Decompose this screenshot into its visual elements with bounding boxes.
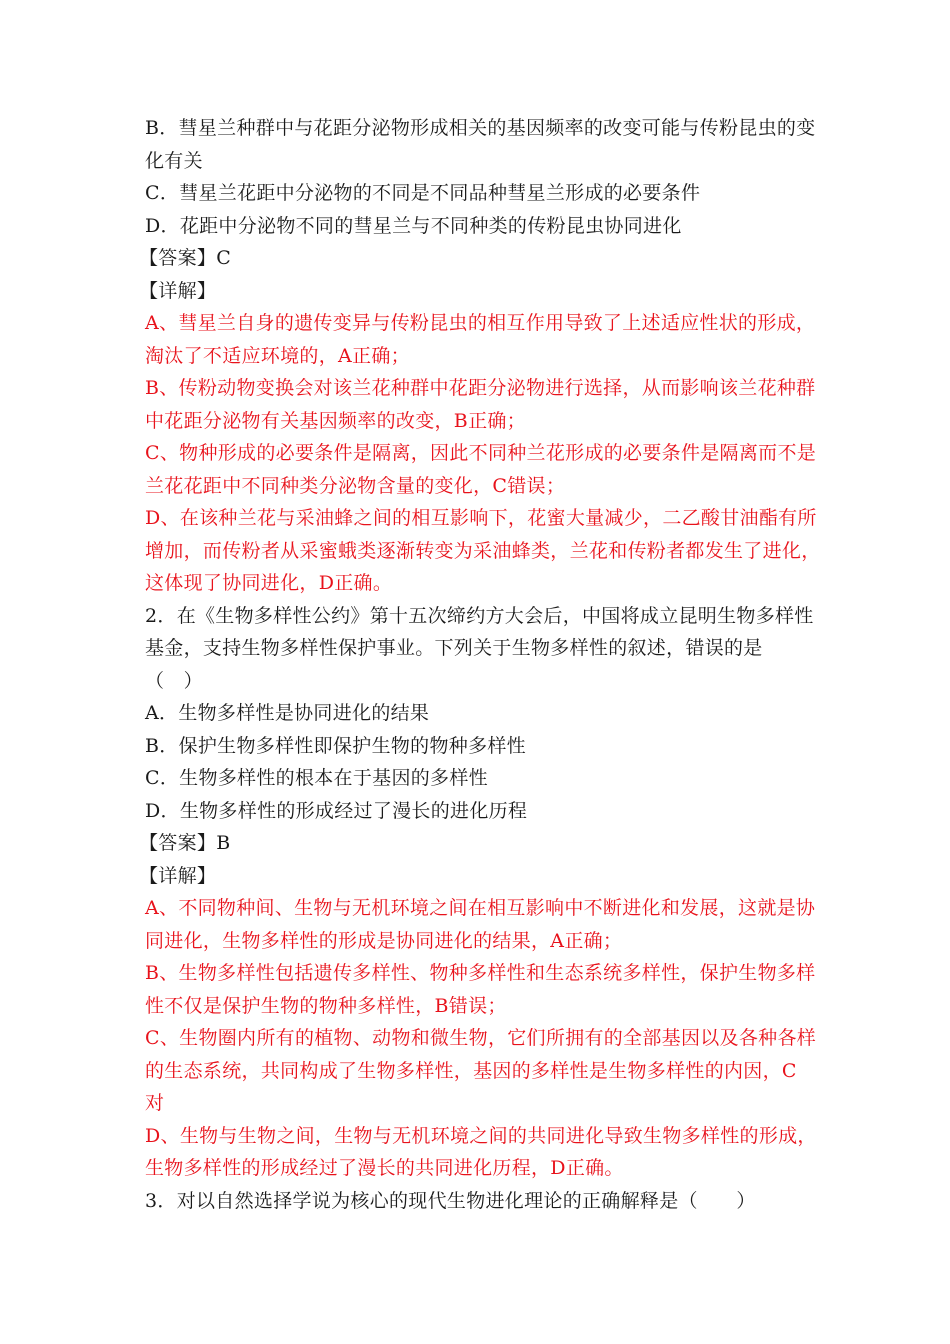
q1-explanation-line: 淘汰了不适应环境的，A正确； <box>145 344 410 367</box>
q2-explanation-line: D、生物与生物之间，生物与无机环境之间的共同进化导致生物多样性的形成， <box>145 1124 817 1147</box>
q1-explanation-line: C、物种形成的必要条件是隔离，因此不同种兰花形成的必要条件是隔离而不是 <box>145 442 817 464</box>
q2-explanation-line: 生物多样性的形成经过了漫长的共同进化历程，D正确。 <box>145 1157 624 1179</box>
q2-stem-line1: 2．在《生物多样性公约》第十五次缔约方大会后，中国将成立昆明生物多样性 <box>145 604 814 627</box>
q2-option-a: A．生物多样性是协同进化的结果 <box>145 702 430 724</box>
q2-option-c: C．生物多样性的根本在于基因的多样性 <box>145 767 488 789</box>
q1-explanation-line: 兰花花距中不同种类分泌物含量的变化，C错误； <box>145 474 566 497</box>
q2-explanation-line: A、不同物种间、生物与无机环境之间在相互影响中不断进化和发展，这就是协 <box>145 897 816 919</box>
page-content <box>139 112 821 1217</box>
q2-explanation-line: C、生物圈内所有的植物、动物和微生物，它们所拥有的全部基因以及各种各样 <box>145 1027 817 1049</box>
q1-option-d: D．花距中分泌物不同的彗星兰与不同种类的传粉昆虫协同进化 <box>145 214 682 237</box>
q2-stem-line2: 基金，支持生物多样性保护事业。下列关于生物多样性的叙述，错误的是 <box>145 637 763 659</box>
q2-explanation-line: 性不仅是保护生物的物种多样性，B错误； <box>145 994 507 1017</box>
q2-detail-label: 【详解】 <box>139 864 217 887</box>
q2-stem-line3: （ ） <box>145 669 203 692</box>
q1-explanation-line: A、彗星兰自身的遗传变异与传粉昆虫的相互作用导致了上述适应性状的形成， <box>145 312 816 334</box>
q1-explanation-line: 这体现了协同进化，D正确。 <box>145 572 393 594</box>
q1-explanation-line: 中花距分泌物有关基因频率的改变，B正确； <box>145 409 526 432</box>
q2-explanation-line: B、生物多样性包括遗传多样性、物种多样性和生态系统多样性，保护生物多样 <box>145 962 816 984</box>
q3-stem: 3．对以自然选择学说为核心的现代生物进化理论的正确解释是（ ） <box>145 1189 756 1212</box>
q1-answer: 【答案】C <box>139 247 232 269</box>
q1-option-c: C．彗星兰花距中分泌物的不同是不同品种彗星兰形成的必要条件 <box>145 182 701 204</box>
q2-answer: 【答案】B <box>139 832 231 854</box>
q1-explanation-line: D、在该种兰花与采油蜂之间的相互影响下，花蜜大量减少，二乙酸甘油酯有所 <box>145 507 817 529</box>
q2-explanation-line: 的生态系统，共同构成了生物多样性，基因的多样性是生物多样性的内因，C <box>145 1059 797 1082</box>
q1-explanation-line: B、传粉动物变换会对该兰花种群中花距分泌物进行选择，从而影响该兰花种群 <box>145 377 816 399</box>
q1-option-b-line1: B．彗星兰种群中与花距分泌物形成相关的基因频率的改变可能与传粉昆虫的变 <box>145 117 816 139</box>
q1-option-b-line2: 化有关 <box>145 149 203 172</box>
q1-detail-label: 【详解】 <box>139 279 217 302</box>
q2-explanation-line: 同进化，生物多样性的形成是协同进化的结果，A正确； <box>145 929 623 952</box>
q2-explanation-line: 对 <box>145 1092 165 1114</box>
q1-explanation-line: 增加，而传粉者从采蜜蛾类逐渐转变为采油蜂类，兰花和传粉者都发生了进化， <box>145 539 821 562</box>
q2-option-d: D．生物多样性的形成经过了漫长的进化历程 <box>145 799 528 822</box>
q2-option-b: B．保护生物多样性即保护生物的物种多样性 <box>145 734 526 757</box>
